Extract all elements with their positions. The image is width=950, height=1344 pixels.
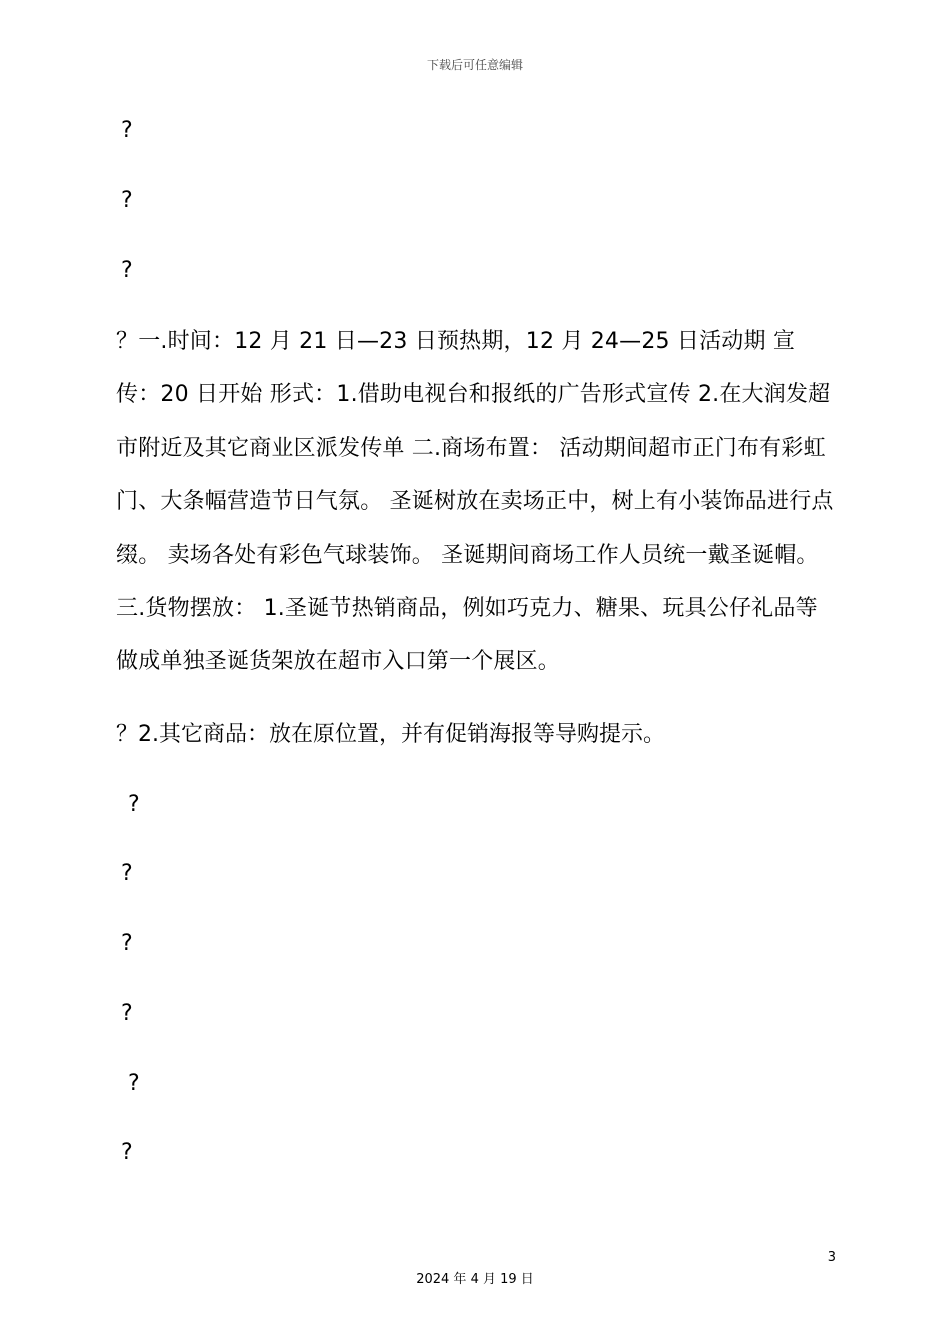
body-paragraph-2: ？2.其它商品：放在原位置，并有促销海报等导购提示。 <box>116 722 665 747</box>
body-paragraph-1: ？一.时间：12 月 21 日—23 日预热期，12 月 24—25 日活动期 宣传：20 日开始 形式：1.借助电视台和报纸的广告形式宣传 2.在大润发超市附近及其它商业区派发传单 二.商场布置： 活动期间超市正门布有彩虹门、大条幅营造节日气氛。 圣诞树放在卖场正中，树上有小装饰品进行点缀。 卖场各处有彩色气球装饰。 圣诞期间商场工作人员统一戴圣诞帽。 三.货物摆放： 1.圣诞节热销商品，例如巧克力、糖果、玩具公仔礼品等做成单独圣诞货架放在超市入口第一个展区。 <box>116 329 834 675</box>
bullet-mark: ? <box>121 1140 133 1165</box>
bullet-mark: ? <box>128 792 140 817</box>
bullet-mark: ? <box>121 1001 133 1026</box>
page-number: 3 <box>827 1250 836 1265</box>
bullet-mark: ? <box>121 118 133 143</box>
bullet-mark: ? <box>121 188 133 213</box>
bullet-mark: ? <box>121 931 133 956</box>
bullet-mark: ? <box>121 258 133 283</box>
page-footer-date: 2024 年 4 月 19 日 <box>416 1272 534 1287</box>
bullet-mark: ? <box>121 861 133 886</box>
page-header: 下载后可任意编辑 <box>426 58 523 72</box>
bullet-mark: ? <box>128 1071 140 1096</box>
